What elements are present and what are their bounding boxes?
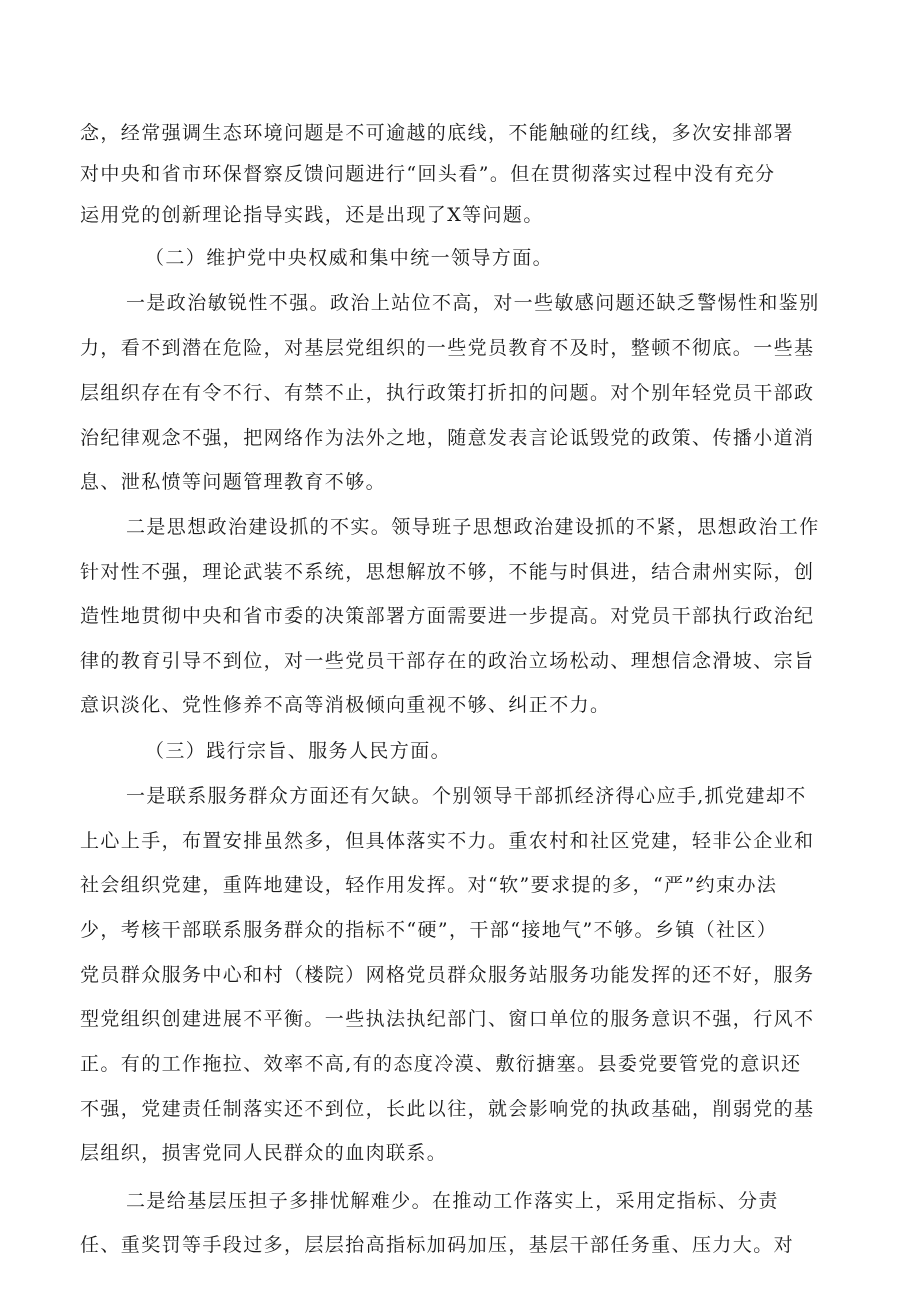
text-line: 正。有的工作拖拉、效率不高,有的态度冷漠、敷衍搪塞。县委党要管党的意识还 <box>80 1053 802 1075</box>
text-line: 针对性不强，理论武装不系统，思想解放不够，不能与时俱进，结合肃州实际，创 <box>80 561 815 583</box>
text-line: 二是思想政治建设抓的不实。领导班子思想政治建设抓的不紧，思想政治工作 <box>126 516 820 538</box>
text-line: 少，考核干部联系服务群众的指标不“硬”，干部“接地气”不够。乡镇（社区） <box>80 919 778 941</box>
text-line: 上心上手，布置安排虽然多，但具体落实不力。重农村和社区党建，轻非公企业和 <box>80 830 815 852</box>
text-line: 不强，党建责任制落实还不到位，长此以往，就会影响党的执政基础，削弱党的基 <box>80 1098 815 1120</box>
text-line: 对中央和省市环保督察反馈问题进行“回头看”。但在贯彻落实过程中没有充分 <box>80 163 776 185</box>
text-line: 意识淡化、党性修养不高等消极倾向重视不够、纠正不力。 <box>80 694 611 716</box>
text-line: 律的教育引导不到位，对一些党员干部存在的政治立场松动、理想信念滑坡、宗旨 <box>80 650 815 672</box>
text-line: 一是联系服务群众方面还有欠缺。个别领导干部抓经济得心应手,抓党建却不 <box>126 785 807 807</box>
text-line: 力，看不到潜在危险，对基层党组织的一些党员教育不及时，整顿不彻底。一些基 <box>80 337 815 359</box>
section-heading: （三）践行宗旨、服务人民方面。 <box>145 740 452 762</box>
text-line: 层组织，损害党同人民群众的血肉联系。 <box>80 1142 448 1164</box>
text-line: 治纪律观念不强，把网络作为法外之地，随意发表言论诋毁党的政策、传播小道消 <box>80 427 815 449</box>
text-line: 息、泄私愤等问题管理教育不够。 <box>80 471 387 493</box>
text-line: 运用党的创新理论指导实践，还是出现了X等问题。 <box>80 204 544 226</box>
text-line: 任、重奖罚等手段过多，层层抬高指标加码加压，基层干部任务重、压力大。对 <box>80 1234 795 1256</box>
text-line: 念，经常强调生态环境问题是不可逾越的底线，不能触碰的红线，多次安排部署 <box>80 122 795 144</box>
text-line: 一是政治敏锐性不强。政治上站位不高，对一些敏感问题还缺乏警惕性和鉴别 <box>126 292 820 314</box>
section-heading: （二）维护党中央权威和集中统一领导方面。 <box>145 247 554 269</box>
text-line: 社会组织党建，重阵地建设，轻作用发挥。对“软”要求提的多，“严”约束办法 <box>80 874 778 896</box>
text-line: 型党组织创建进展不平衡。一些执法执纪部门、窗口单位的服务意识不强，行风不 <box>80 1008 815 1030</box>
text-line: 党员群众服务中心和村（楼院）网格党员群众服务站服务功能发挥的还不好，服务 <box>80 964 815 986</box>
text-line: 层组织存在有令不行、有禁不止，执行政策打折扣的问题。对个别年轻党员干部政 <box>80 382 815 404</box>
text-line: 二是给基层压担子多排忧解难少。在推动工作落实上，采用定指标、分责 <box>126 1190 779 1212</box>
text-line: 造性地贯彻中央和省市委的决策部署方面需要进一步提高。对党员干部执行政治纪 <box>80 605 815 627</box>
